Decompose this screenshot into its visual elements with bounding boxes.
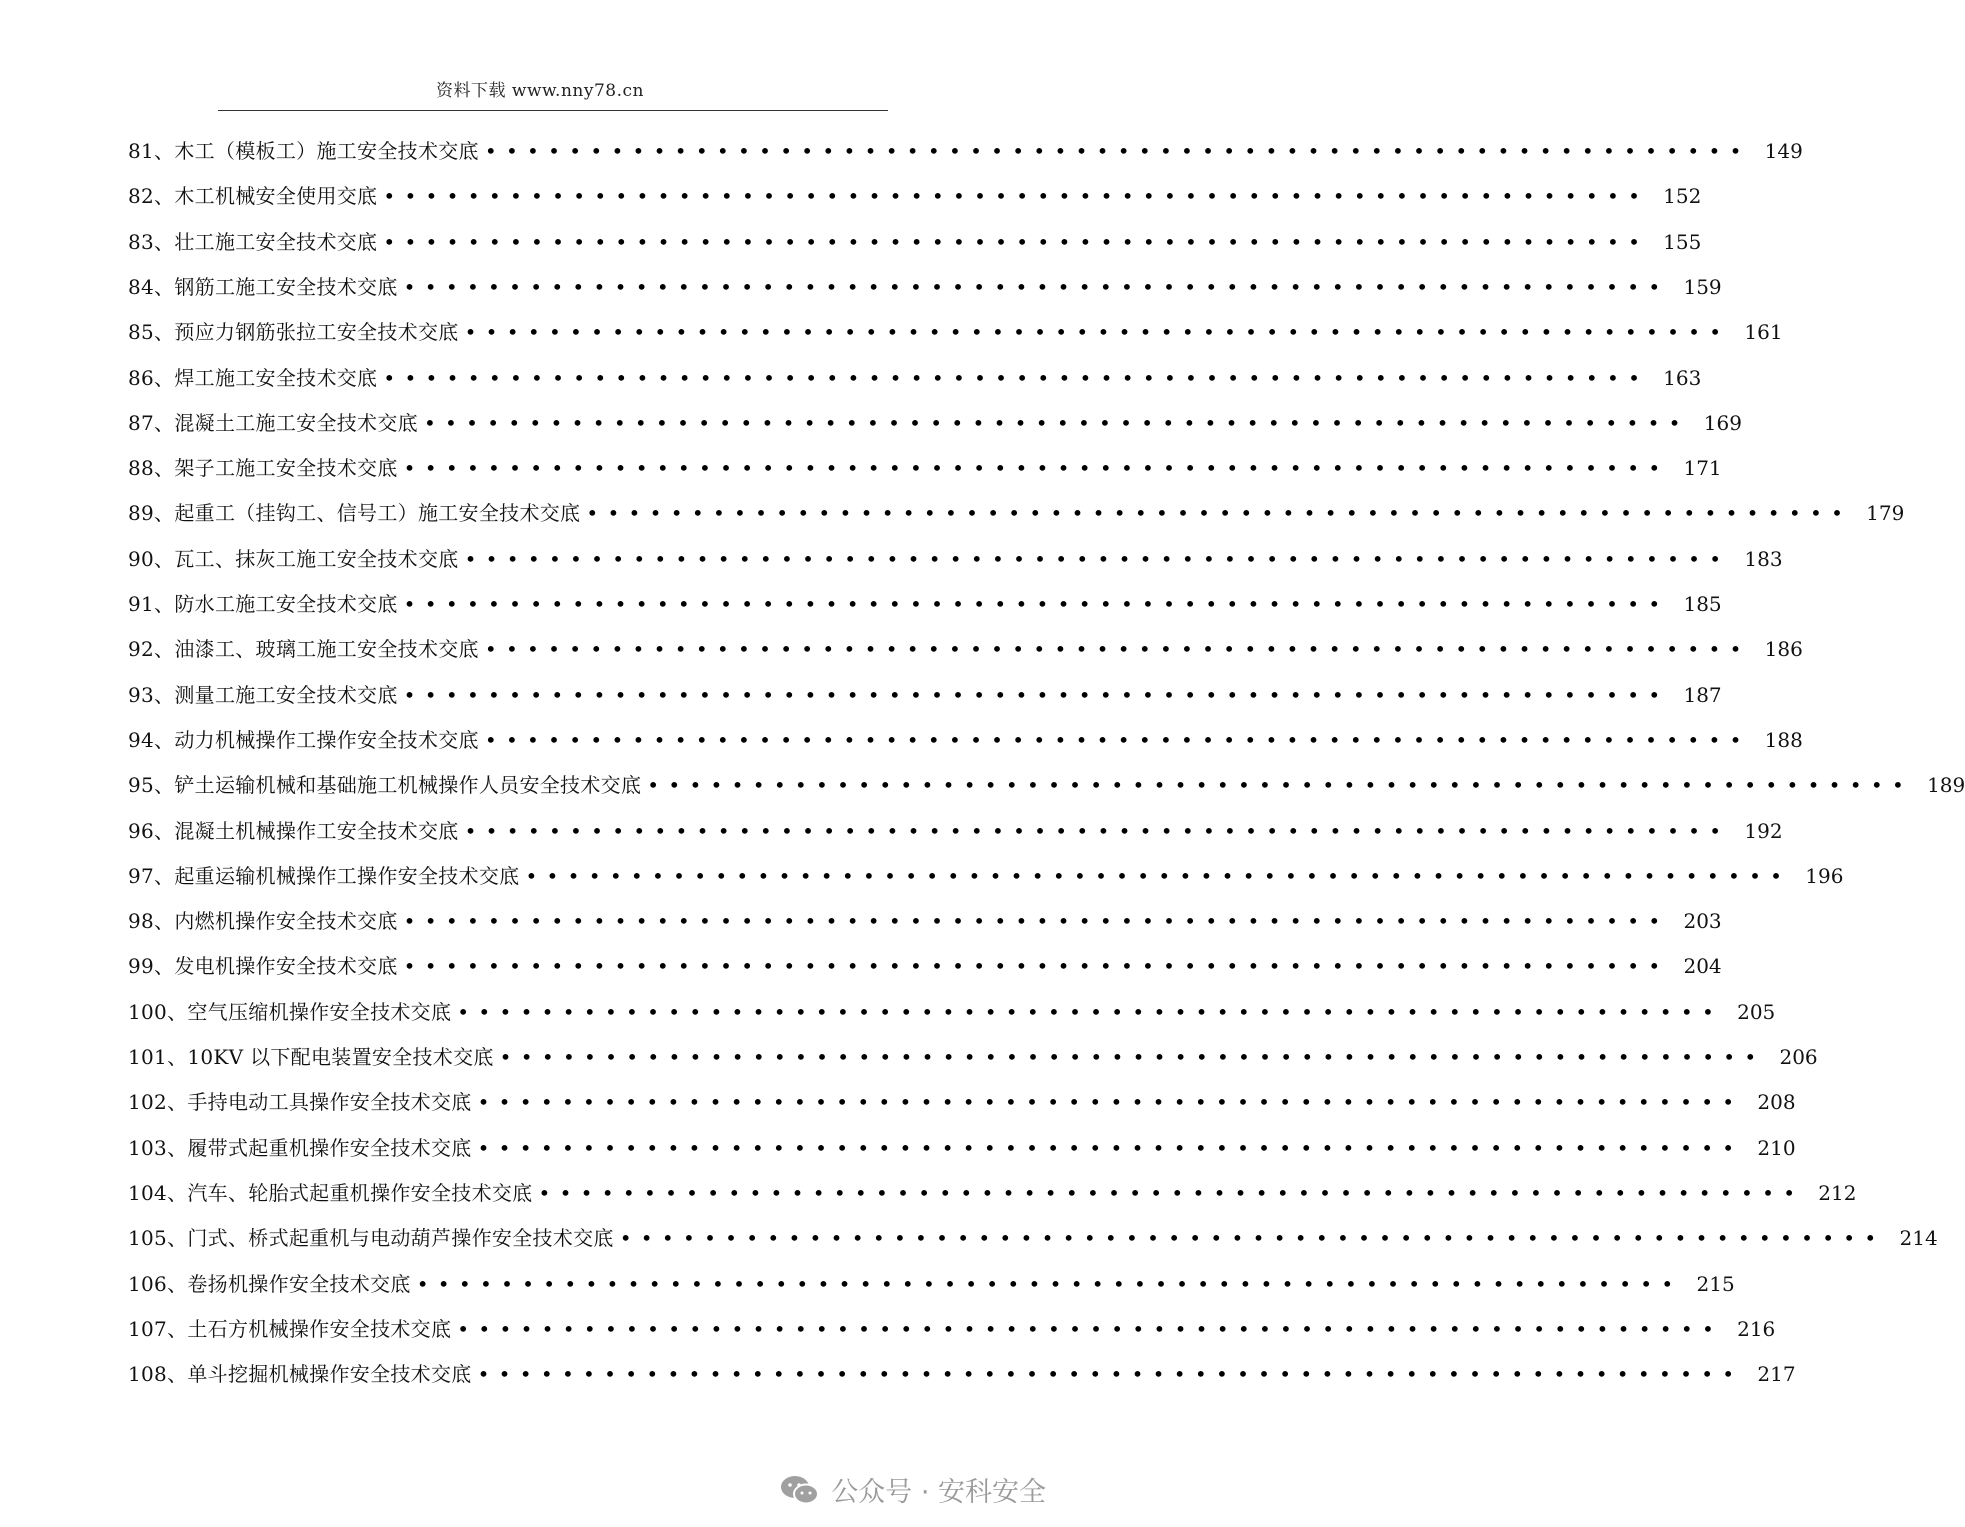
toc-leader-dots: ••••••••••••••••••••••••••••••••••••••••••••••••••••••••••••: [484, 139, 1751, 163]
toc-leader-dots: ••••••••••••••••••••••••••••••••••••••••••••••••••••••••••••: [647, 773, 1914, 798]
toc-entry-page: 206: [1779, 1045, 1818, 1069]
toc-entry-title: 94、动力机械操作工操作安全技术交底: [128, 727, 479, 752]
toc-leader-dots: ••••••••••••••••••••••••••••••••••••••••••••••••••••••••••••: [383, 229, 1650, 254]
toc-entry-page: 186: [1764, 637, 1803, 662]
toc-entry-page: 215: [1696, 1271, 1735, 1296]
toc-entry-page: 149: [1764, 139, 1803, 163]
toc-entry-page: 161: [1744, 320, 1783, 345]
toc-entry-page: 192: [1744, 818, 1783, 843]
toc-leader-dots: ••••••••••••••••••••••••••••••••••••••••••••••••••••••••••••: [484, 727, 1751, 752]
toc-entry-page: 203: [1683, 909, 1722, 934]
toc-entry-page: 185: [1683, 592, 1722, 616]
toc-entry: [128, 587, 1722, 621]
toc-leader-dots: ••••••••••••••••••••••••••••••••••••••••••••••••••••••••••••: [383, 184, 1650, 209]
toc-entry-page: 159: [1683, 274, 1722, 299]
toc-entry: [128, 270, 1722, 304]
toc-entry: [128, 1267, 1735, 1301]
toc-leader-dots: ••••••••••••••••••••••••••••••••••••••••••••••••••••••••••••: [457, 1316, 1724, 1341]
toc-leader-dots: ••••••••••••••••••••••••••••••••••••••••••••••••••••••••••••: [484, 637, 1751, 662]
watermark: [779, 1470, 1046, 1509]
toc-entry: [128, 723, 1803, 757]
toc-entry: [128, 995, 1776, 1029]
toc-entry-title: 102、手持电动工具操作安全技术交底: [128, 1090, 472, 1115]
toc-entry: [128, 134, 1803, 168]
toc-entry: [128, 949, 1722, 983]
toc-entry: [128, 1357, 1796, 1391]
toc-leader-dots: ••••••••••••••••••••••••••••••••••••••••••••••••••••••••••••: [619, 1226, 1886, 1251]
toc-entry-page: 155: [1663, 229, 1702, 254]
toc-entry: [128, 315, 1783, 349]
toc-entry: [128, 904, 1722, 938]
toc-entry: [128, 1176, 1857, 1210]
toc-entry: [128, 406, 1742, 440]
toc-leader-dots: ••••••••••••••••••••••••••••••••••••••••••••••••••••••••••••: [586, 501, 1853, 526]
watermark-text: 公众号 · 安科安全: [831, 1477, 1046, 1508]
toc-entry: [128, 1085, 1796, 1119]
toc-entry: [128, 542, 1783, 576]
toc-entry: [128, 451, 1722, 485]
toc-entry-title: 91、防水工施工安全技术交底: [128, 592, 398, 616]
toc-entry-page: 152: [1663, 184, 1702, 209]
toc-entry-title: 98、内燃机操作安全技术交底: [128, 909, 398, 934]
toc-leader-dots: ••••••••••••••••••••••••••••••••••••••••••••••••••••••••••••: [457, 999, 1724, 1024]
toc-entry: [128, 1040, 1818, 1074]
toc-entry-title: 106、卷扬机操作安全技术交底: [128, 1271, 411, 1296]
toc-entry-page: 212: [1818, 1180, 1857, 1205]
toc-entry: [128, 496, 1905, 530]
toc-leader-dots: ••••••••••••••••••••••••••••••••••••••••••••••••••••••••••••: [538, 1180, 1805, 1205]
toc-entry-title: 82、木工机械安全使用交底: [128, 184, 378, 209]
toc-entry-page: 183: [1744, 546, 1783, 571]
toc-entry: [128, 678, 1722, 712]
toc-entry-page: 208: [1757, 1090, 1796, 1115]
toc-leader-dots: ••••••••••••••••••••••••••••••••••••••••••••••••••••••••••••: [464, 546, 1731, 571]
toc-entry: [128, 859, 1844, 893]
toc-leader-dots: ••••••••••••••••••••••••••••••••••••••••••••••••••••••••••••: [403, 909, 1670, 934]
toc-entry-title: 86、焊工施工安全技术交底: [128, 365, 378, 390]
toc-leader-dots: ••••••••••••••••••••••••••••••••••••••••••••••••••••••••••••: [403, 592, 1670, 616]
toc-entry-page: 196: [1805, 863, 1844, 888]
toc-leader-dots: ••••••••••••••••••••••••••••••••••••••••••••••••••••••••••••: [464, 818, 1731, 843]
toc-entry-title: 92、油漆工、玻璃工施工安全技术交底: [128, 637, 479, 662]
toc-entry: [128, 225, 1702, 259]
toc-entry-title: 85、预应力钢筋张拉工安全技术交底: [128, 320, 459, 345]
toc-entry-title: 107、土石方机械操作安全技术交底: [128, 1316, 452, 1341]
toc-entry-title: 101、10KV 以下配电装置安全技术交底: [128, 1045, 494, 1069]
toc-entry: [128, 1312, 1776, 1346]
toc-entry: [128, 632, 1803, 666]
toc-entry: [128, 1131, 1796, 1165]
toc-entry-title: 95、铲土运输机械和基础施工机械操作人员安全技术交底: [128, 773, 642, 798]
toc-entry: [128, 814, 1783, 848]
toc-leader-dots: ••••••••••••••••••••••••••••••••••••••••••••••••••••••••••••: [423, 410, 1690, 435]
toc-leader-dots: ••••••••••••••••••••••••••••••••••••••••••••••••••••••••••••: [464, 320, 1731, 345]
toc-leader-dots: ••••••••••••••••••••••••••••••••••••••••••••••••••••••••••••: [525, 863, 1792, 888]
toc-entry-page: 163: [1663, 365, 1702, 390]
toc-entry-title: 99、发电机操作安全技术交底: [128, 954, 398, 979]
toc-entry-title: 83、壮工施工安全技术交底: [128, 229, 378, 254]
toc-entry-page: 217: [1757, 1362, 1796, 1387]
header-rule: [218, 110, 888, 111]
toc-entry-title: 89、起重工（挂钩工、信号工）施工安全技术交底: [128, 501, 581, 526]
toc-leader-dots: ••••••••••••••••••••••••••••••••••••••••••••••••••••••••••••: [477, 1135, 1744, 1160]
wechat-icon: [779, 1474, 821, 1506]
toc-entry-title: 90、瓦工、抹灰工施工安全技术交底: [128, 546, 459, 571]
toc-entry-page: 214: [1899, 1226, 1938, 1251]
toc-leader-dots: ••••••••••••••••••••••••••••••••••••••••••••••••••••••••••••: [477, 1362, 1744, 1387]
toc-entry-title: 84、钢筋工施工安全技术交底: [128, 274, 398, 299]
toc-entry-title: 87、混凝土工施工安全技术交底: [128, 410, 418, 435]
toc-entry-title: 104、汽车、轮胎式起重机操作安全技术交底: [128, 1180, 533, 1205]
toc-leader-dots: ••••••••••••••••••••••••••••••••••••••••••••••••••••••••••••: [403, 682, 1670, 707]
toc-entry-page: 169: [1703, 410, 1742, 435]
toc-entry: [128, 361, 1702, 395]
toc-entry-title: 105、门式、桥式起重机与电动葫芦操作安全技术交底: [128, 1226, 614, 1251]
toc-entry-title: 81、木工（模板工）施工安全技术交底: [128, 139, 479, 163]
toc-entry: [128, 768, 1965, 802]
toc-entry-page: 179: [1866, 501, 1905, 526]
toc-entry-title: 100、空气压缩机操作安全技术交底: [128, 999, 452, 1024]
toc-leader-dots: ••••••••••••••••••••••••••••••••••••••••••••••••••••••••••••: [383, 365, 1650, 390]
toc-entry-page: 216: [1737, 1316, 1776, 1341]
toc-entry-title: 97、起重运输机械操作工操作安全技术交底: [128, 863, 520, 888]
toc-entry-title: 103、履带式起重机操作安全技术交底: [128, 1135, 472, 1160]
page-header: 资料下载 www.nny78.cn: [436, 81, 644, 101]
toc-leader-dots: ••••••••••••••••••••••••••••••••••••••••••••••••••••••••••••: [499, 1045, 1766, 1069]
toc-entry-title: 93、测量工施工安全技术交底: [128, 682, 398, 707]
toc-entry-page: 187: [1683, 682, 1722, 707]
toc-leader-dots: ••••••••••••••••••••••••••••••••••••••••••••••••••••••••••••: [416, 1271, 1683, 1296]
toc-leader-dots: ••••••••••••••••••••••••••••••••••••••••••••••••••••••••••••: [403, 274, 1670, 299]
toc-entry-page: 188: [1764, 727, 1803, 752]
toc-leader-dots: ••••••••••••••••••••••••••••••••••••••••••••••••••••••••••••: [403, 954, 1670, 979]
toc-leader-dots: ••••••••••••••••••••••••••••••••••••••••••••••••••••••••••••: [477, 1090, 1744, 1115]
toc-entry-title: 108、单斗挖掘机械操作安全技术交底: [128, 1362, 472, 1387]
toc-entry-title: 96、混凝土机械操作工安全技术交底: [128, 818, 459, 843]
toc-entry-page: 210: [1757, 1135, 1796, 1160]
toc-entry: [128, 179, 1702, 213]
toc-entry-page: 171: [1683, 456, 1722, 481]
toc-entry-page: 205: [1737, 999, 1776, 1024]
toc-leader-dots: ••••••••••••••••••••••••••••••••••••••••••••••••••••••••••••: [403, 456, 1670, 481]
toc-entry: [128, 1221, 1938, 1255]
toc-entry-page: 204: [1683, 954, 1722, 979]
toc-entry-page: 189: [1927, 773, 1965, 798]
toc-entry-title: 88、架子工施工安全技术交底: [128, 456, 398, 481]
